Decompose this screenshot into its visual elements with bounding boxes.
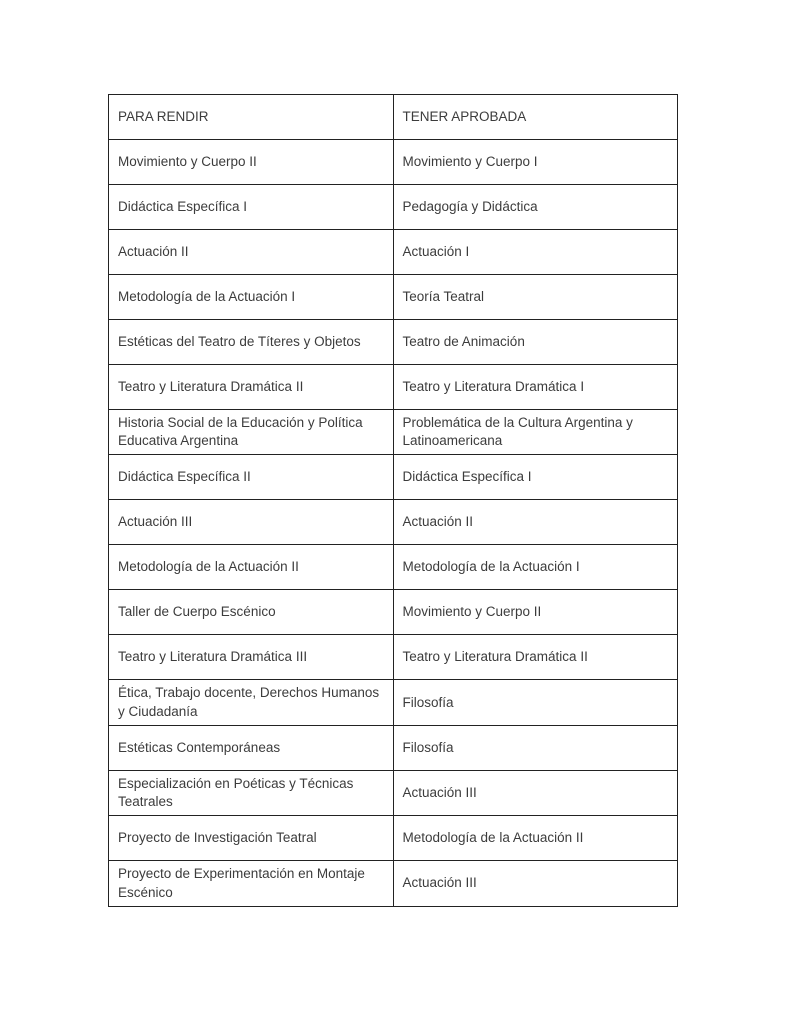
cell-tener-aprobada: Pedagogía y Didáctica: [393, 185, 678, 230]
cell-tener-aprobada: Filosofía: [393, 680, 678, 725]
table-row: [109, 230, 678, 275]
cell-tener-aprobada: Teatro y Literatura Dramática I: [393, 365, 678, 410]
cell-para-rendir: Estéticas Contemporáneas: [109, 725, 394, 770]
table-row: [109, 725, 678, 770]
cell-tener-aprobada: Movimiento y Cuerpo II: [393, 590, 678, 635]
table-body: [109, 140, 678, 907]
table-row: [109, 545, 678, 590]
cell-tener-aprobada: Metodología de la Actuación I: [393, 545, 678, 590]
cell-tener-aprobada: Actuación III: [393, 770, 678, 815]
cell-tener-aprobada: Actuación II: [393, 500, 678, 545]
cell-para-rendir: Teatro y Literatura Dramática II: [109, 365, 394, 410]
table-row: [109, 590, 678, 635]
table-row: [109, 816, 678, 861]
column-header-para-rendir: PARA RENDIR: [109, 95, 394, 140]
cell-para-rendir: Estéticas del Teatro de Títeres y Objetos: [109, 320, 394, 365]
cell-para-rendir: Metodología de la Actuación II: [109, 545, 394, 590]
cell-para-rendir: Proyecto de Experimentación en Montaje Escénico: [109, 861, 394, 906]
cell-para-rendir: Didáctica Específica II: [109, 455, 394, 500]
cell-tener-aprobada: Filosofía: [393, 725, 678, 770]
cell-tener-aprobada: Actuación III: [393, 861, 678, 906]
cell-para-rendir: Teatro y Literatura Dramática III: [109, 635, 394, 680]
cell-tener-aprobada: Teoría Teatral: [393, 275, 678, 320]
table-row: [109, 455, 678, 500]
cell-tener-aprobada: Problemática de la Cultura Argentina y Latinoamericana: [393, 410, 678, 455]
table-row: [109, 140, 678, 185]
cell-tener-aprobada: Teatro y Literatura Dramática II: [393, 635, 678, 680]
cell-para-rendir: Especialización en Poéticas y Técnicas Teatrales: [109, 770, 394, 815]
table-row: [109, 680, 678, 725]
table-row: [109, 635, 678, 680]
table-row: [109, 410, 678, 455]
table-row: [109, 861, 678, 906]
cell-tener-aprobada: Teatro de Animación: [393, 320, 678, 365]
cell-tener-aprobada: Didáctica Específica I: [393, 455, 678, 500]
cell-para-rendir: Metodología de la Actuación I: [109, 275, 394, 320]
table-header-row: [109, 95, 678, 140]
table-row: [109, 275, 678, 320]
cell-para-rendir: Historia Social de la Educación y Política Educativa Argentina: [109, 410, 394, 455]
cell-para-rendir: Movimiento y Cuerpo II: [109, 140, 394, 185]
cell-tener-aprobada: Actuación I: [393, 230, 678, 275]
cell-para-rendir: Actuación III: [109, 500, 394, 545]
cell-para-rendir: Taller de Cuerpo Escénico: [109, 590, 394, 635]
table-row: [109, 320, 678, 365]
table-row: [109, 365, 678, 410]
table-row: [109, 185, 678, 230]
table-row: [109, 770, 678, 815]
column-header-tener-aprobada: TENER APROBADA: [393, 95, 678, 140]
cell-tener-aprobada: Metodología de la Actuación II: [393, 816, 678, 861]
cell-para-rendir: Didáctica Específica I: [109, 185, 394, 230]
prerequisites-table: [108, 94, 678, 907]
cell-para-rendir: Proyecto de Investigación Teatral: [109, 816, 394, 861]
cell-para-rendir: Ética, Trabajo docente, Derechos Humanos y Ciudadanía: [109, 680, 394, 725]
table-row: [109, 500, 678, 545]
cell-tener-aprobada: Movimiento y Cuerpo I: [393, 140, 678, 185]
cell-para-rendir: Actuación II: [109, 230, 394, 275]
